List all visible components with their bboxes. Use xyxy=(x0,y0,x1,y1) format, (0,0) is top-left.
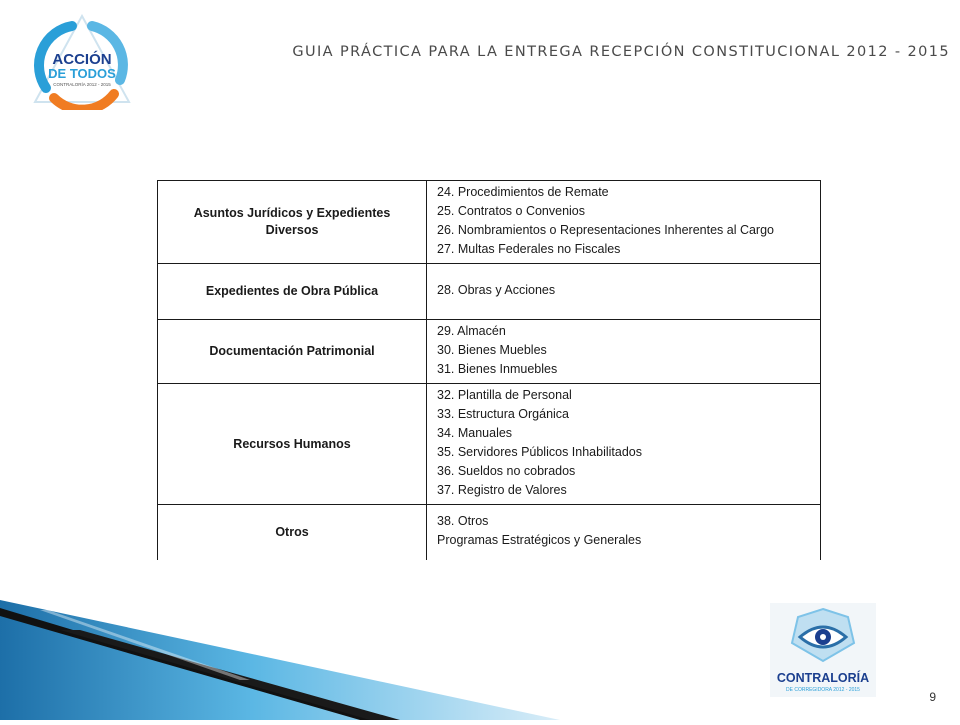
item-text: 32. Plantilla de Personal xyxy=(437,388,572,402)
item-text: 25. Contratos o Convenios xyxy=(437,204,586,218)
category-cell: Recursos Humanos xyxy=(158,384,427,505)
item-text: 29. Almacén xyxy=(437,324,506,338)
table-row xyxy=(158,181,821,264)
item-text: 34. Manuales xyxy=(437,426,513,440)
item-text: 36. Sueldos no cobrados xyxy=(437,464,576,478)
item-text: 35. Servidores Públicos Inhabilitados xyxy=(437,445,642,459)
items-cell xyxy=(427,181,821,264)
item-text: 31. Bienes Inmuebles xyxy=(437,362,558,376)
item-text: 30. Bienes Muebles xyxy=(437,343,547,357)
category-cell: Otros xyxy=(158,505,427,560)
items-cell xyxy=(427,505,821,560)
table-row xyxy=(158,320,821,384)
bottom-decoration xyxy=(0,600,560,720)
item-text: 33. Estructura Orgánica xyxy=(437,407,570,421)
items-cell xyxy=(427,264,821,320)
items-cell xyxy=(427,320,821,384)
contraloria-logo xyxy=(770,603,876,697)
item-text: Programas Estratégicos y Generales xyxy=(437,533,642,548)
logo-line1: ACCIÓN xyxy=(52,51,112,68)
contraloria-name: CONTRALORÍA xyxy=(776,671,870,685)
category-cell: Asuntos Jurídicos y Expedientes Diversos xyxy=(158,181,427,264)
category-cell: Documentación Patrimonial xyxy=(158,320,427,384)
page-number: 9 xyxy=(929,690,936,704)
table-row xyxy=(158,264,821,320)
item-text: 38. Otros xyxy=(437,514,489,529)
item-text: 26. Nombramientos o Representaciones Inherentes al Cargo xyxy=(437,223,774,237)
content-table xyxy=(157,180,821,560)
items-cell xyxy=(427,384,821,505)
item-text: 27. Multas Federales no Fiscales xyxy=(437,242,621,256)
logo-line3: CONTRALORÍA 2012 - 2015 xyxy=(53,82,111,87)
contraloria-subtitle: DE CORREGIDORA 2012 - 2015 xyxy=(786,687,860,693)
item-text: 24. Procedimientos de Remate xyxy=(437,185,609,199)
table-row xyxy=(158,384,821,505)
category-cell: Expedientes de Obra Pública xyxy=(158,264,427,320)
accion-de-todos-logo xyxy=(32,14,132,110)
item-text: 37. Registro de Valores xyxy=(437,483,567,497)
page-title: GUIA PRÁCTICA PARA LA ENTREGA RECEPCIÓN CONSTITUCIONAL 2012 - 2015 xyxy=(292,44,950,60)
table-body xyxy=(158,181,821,560)
item-text: 28. Obras y Acciones xyxy=(437,283,556,297)
table-row xyxy=(158,505,821,560)
logo-line2: DE TODOS xyxy=(48,66,116,81)
